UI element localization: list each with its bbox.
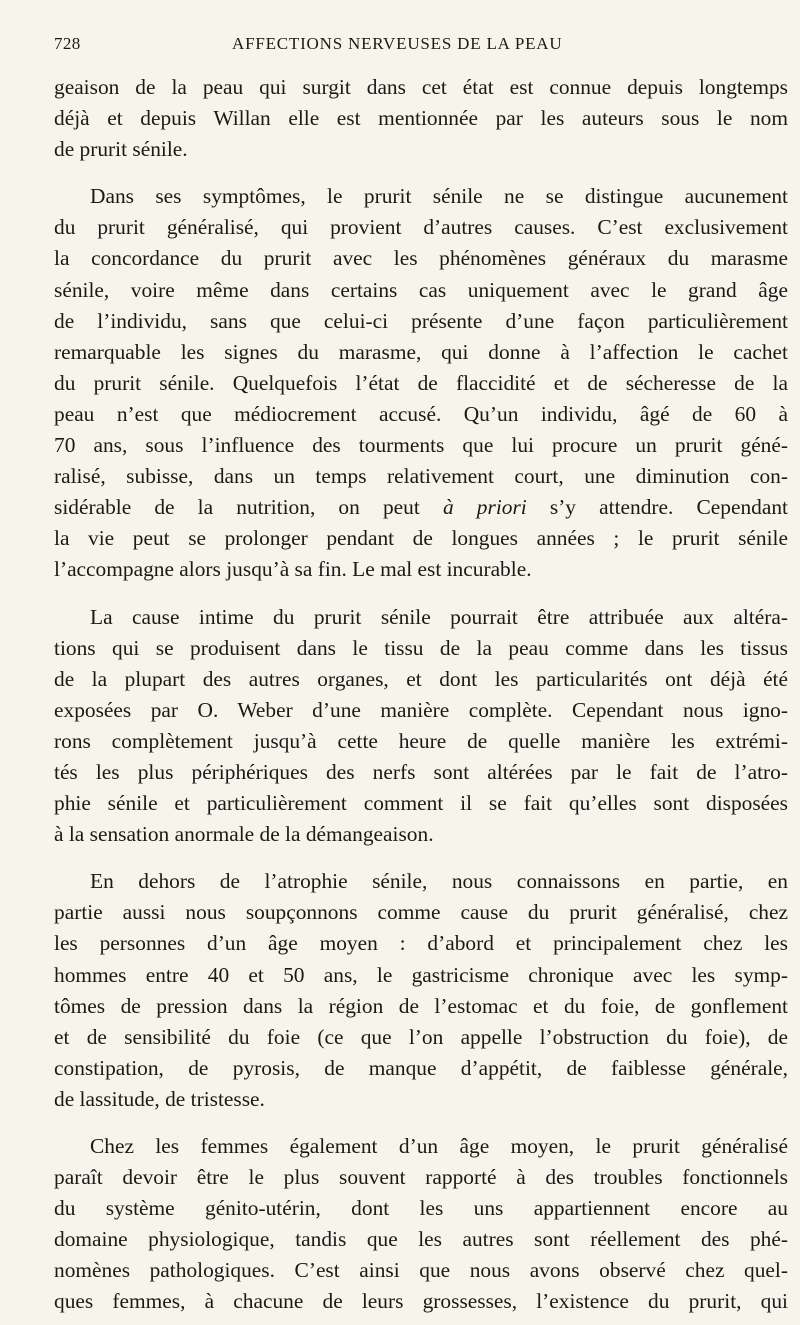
text-line: phie sénile et particulièrement comment il se fait qu’elles sont disposées — [54, 791, 788, 816]
text-line: déjà et depuis Willan elle est mentionnée par les auteurs sous le nom — [54, 106, 788, 131]
paragraph-middle-age-women — [54, 1131, 788, 1318]
text-line: de la plupart des autres organes, et dont les particularités ont déjà été — [54, 666, 788, 691]
text-line: à la sensation anormale de la démangeaison. — [54, 822, 434, 847]
text-line: paraît devoir être le plus souvent rapporté à des troubles fonctionnels — [54, 1165, 788, 1190]
text-line: la vie peut se prolonger pendant de longues années ; le prurit sénile — [54, 526, 788, 551]
text-line: et de sensibilité du foie (ce que l’on appelle l’obstruction du foie), de — [54, 1024, 788, 1049]
text-line: La cause intime du prurit sénile pourrait être attribuée aux altéra- — [90, 604, 788, 629]
paragraph-continuation — [54, 72, 788, 165]
text-line: En dehors de l’atrophie sénile, nous connaissons en partie, en — [90, 869, 788, 894]
text-line: rons complètement jusqu’à cette heure de quelle manière les extrémi- — [54, 728, 788, 753]
text-line: du prurit sénile. Quelquefois l’état de flaccidité et de sécheresse de la — [54, 370, 788, 395]
italic-phrase: à priori — [442, 495, 527, 520]
text-line: partie aussi nous soupçonnons comme cause du prurit généralisé, chez — [54, 900, 788, 925]
text-line: l’accompagne alors jusqu’à sa fin. Le mal est incurable. — [54, 557, 532, 582]
text-line: de lassitude, de tristesse. — [54, 1086, 265, 1111]
text-line: Dans ses symptômes, le prurit sénile ne se distingue aucunement — [90, 184, 788, 209]
running-title: AFFECTIONS NERVEUSES DE LA PEAU — [232, 34, 563, 53]
text-line: Chez les femmes également d’un âge moyen, le prurit généralisé — [90, 1134, 788, 1158]
text-line: tions qui se produisent dans le tissu de la peau comme dans les tissus — [54, 635, 788, 660]
text-segment: s’y attendre. Cependant — [526, 495, 788, 520]
text-line: sénile, voire même dans certains cas uniquement avec le grand âge — [54, 277, 788, 302]
text-line: du prurit généralisé, qui provient d’autres causes. C’est exclusivement — [54, 215, 788, 240]
text-line: constipation, de pyrosis, de manque d’appétit, de faiblesse générale, — [54, 1055, 788, 1080]
text-line: tômes de pression dans la région de l’estomac et du foie, de gonflement — [54, 993, 788, 1018]
text-line: tés les plus périphériques des nerfs sont altérées par le fait de l’atro- — [54, 759, 788, 784]
text-line: hommes entre 40 et 50 ans, le gastricisme chronique avec les symp- — [54, 962, 788, 987]
text-line: du système génito-utérin, dont les uns appartiennent encore au — [54, 1196, 788, 1221]
text-line: 70 ans, sous l’influence des tourments que lui procure un prurit géné- — [54, 433, 788, 458]
text-line: de prurit sénile. — [54, 137, 188, 162]
text-line: geaison de la peau qui surgit dans cet état est connue depuis longtemps — [54, 75, 788, 99]
page-header — [54, 30, 788, 60]
text-line: remarquable les signes du marasme, qui donne à l’affection le cachet — [54, 339, 788, 364]
paragraph-cause — [54, 602, 788, 851]
paragraph-symptoms — [54, 181, 788, 585]
body-text — [54, 72, 788, 1318]
text-line: exposées par O. Weber d’une manière complète. Cependant nous igno- — [54, 697, 788, 722]
paragraph-middle-age-men — [54, 866, 788, 1115]
text-line: ques femmes, à chacune de leurs grossesses, l’existence du prurit, qui — [54, 1289, 788, 1314]
text-line — [54, 492, 788, 523]
text-segment: sidérable de la nutrition, on peut — [54, 495, 443, 520]
text-line: peau n’est que médiocrement accusé. Qu’un individu, âgé de 60 à — [54, 401, 788, 426]
text-line: ralisé, subisse, dans un temps relativement court, une diminution con- — [54, 464, 788, 489]
text-line: la concordance du prurit avec les phénomènes généraux du marasme — [54, 246, 788, 271]
text-line: nomènes pathologiques. C’est ainsi que nous avons observé chez quel- — [54, 1258, 788, 1283]
text-line: les personnes d’un âge moyen : d’abord et principalement chez les — [54, 931, 788, 956]
page-number: 728 — [54, 34, 81, 53]
text-line: domaine physiologique, tandis que les autres sont réellement des phé- — [54, 1227, 788, 1252]
text-line: de l’individu, sans que celui-ci présente d’une façon particulièrement — [54, 308, 788, 333]
